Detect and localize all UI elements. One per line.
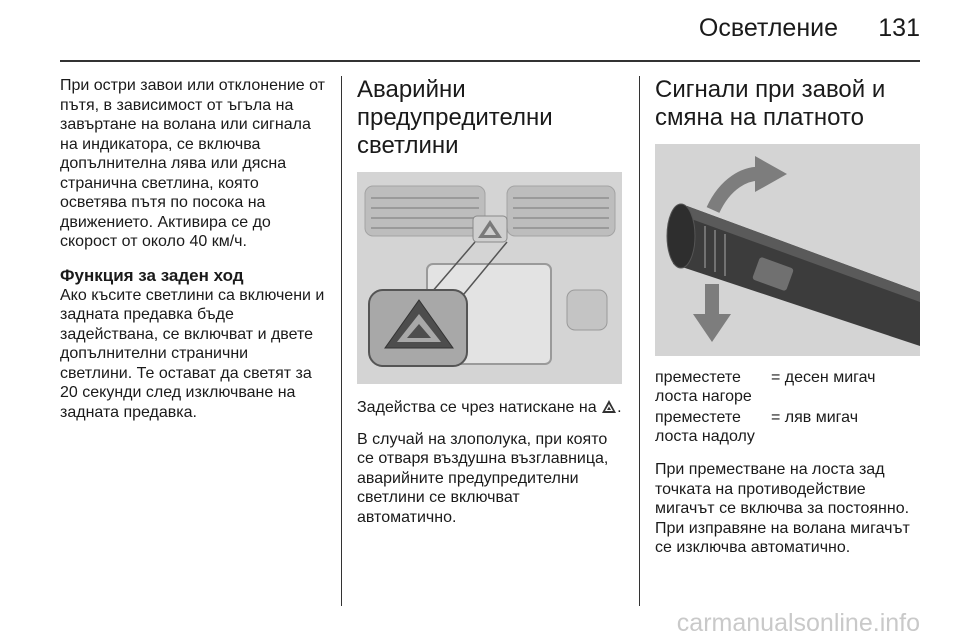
column-2	[357, 76, 627, 537]
section-title: Осветление	[698, 14, 838, 42]
lever-illustration	[655, 144, 920, 356]
definition-term: преместете лоста надолу	[655, 409, 755, 445]
column-3	[655, 76, 920, 568]
header-divider	[60, 60, 920, 62]
hazard-paragraph: В случай на злополука, при която се отваря въздушна възглавница, аварийните предупредителни светлини се включват автоматично.	[357, 430, 609, 526]
hazard-heading: Аварийни предупредителни светлини	[357, 76, 553, 159]
hazard-caption: Задействa се чрез натискане на .	[357, 398, 627, 420]
lever-figure	[655, 144, 920, 356]
reverse-function-heading: Функция за заден ход	[60, 265, 244, 285]
definition-desc: = десен мигач	[771, 369, 876, 386]
reverse-function-paragraph: Ако къситe светлини са включени и задната предавка бъде задействана, се включват и двете допълнителни странични светлини. Те остават да светят за 20 секунди след изключване на задната предавка.	[60, 286, 325, 421]
intro-paragraph: При остри завои или отклонение от пътя, в зависимост от ъгъла на завъртане на волана или сигнала на индикатора, се включва допълнителна лява или дясна странична светлина, която осветява пътя по посока на движението. Активира се до скорост от около 40 км/ч.	[60, 77, 325, 250]
hazard-switch-figure	[357, 172, 622, 384]
watermark: carmanualsonline.info	[676, 609, 920, 637]
definition-desc: = ляв мигач	[771, 409, 859, 426]
column-divider-1	[341, 76, 342, 606]
dashboard-illustration	[357, 172, 622, 384]
column-1	[60, 76, 332, 432]
lever-definitions	[655, 368, 920, 446]
page-header	[60, 0, 920, 58]
turn-signal-heading: Сигнали при завой и смяна на платното	[655, 76, 886, 131]
page-number: 131	[878, 14, 920, 42]
definition-term: преместете лоста нагоре	[655, 369, 752, 405]
turn-signal-paragraph: При преместване на лоста зад точката на противодействие мигачът се включва за постоянно. При изправяне на волана мигачът се изключва автоматично.	[655, 461, 910, 556]
column-divider-2	[639, 76, 640, 606]
hazard-triangle-icon	[601, 399, 617, 420]
